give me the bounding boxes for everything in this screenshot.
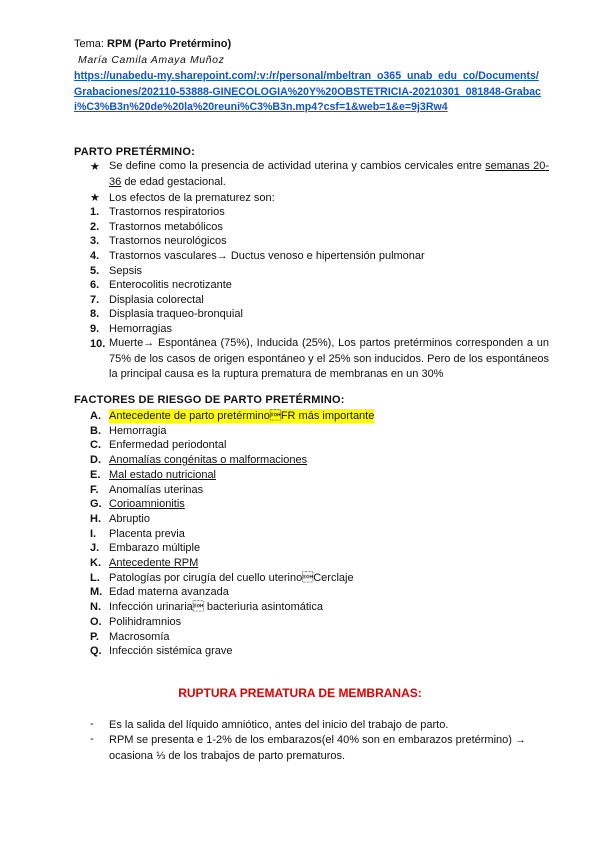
effect-text: Sepsis [109,265,143,277]
risk-factor-letter: E. [90,468,101,481]
effect-text: Displasia colorectal [109,294,204,306]
risk-factor-text: Antecedente RPM [109,557,199,569]
section-heading-rpm: RUPTURA PREMATURA DE MEMBRANAS: [178,686,422,700]
definition-pre: Se define como la presencia de actividad uterina y cambios cervicales entre [109,160,482,172]
effect-text: Enterocolitis necrotizante [109,279,232,291]
risk-factor-letter: Q. [90,645,102,658]
risk-factor-text: Patologías por cirugía del cuello uterinoCerclaje [109,571,354,584]
risk-factor-text: Enfermedad periodontal [109,439,227,452]
dash-bullet-icon: - [90,718,94,730]
risk-factor-text: Infección urinaria bacteriuria asintomática [109,601,323,614]
risk-factor-letter: P. [90,630,99,643]
risk-factor-text: Embarazo múltiple [109,542,201,555]
dash-bullet-icon: - [90,733,94,745]
risk-factor-letter: D. [90,454,101,467]
effect-number: 4. [90,250,100,262]
rpm-bullet-text: RPM se presenta e 1-2% de los embarazos(el 40% son en embarazos pretérmino) → ocasiona ⅓ de los trabajos de parto prematuros. [109,734,526,762]
risk-factor-letter: O. [90,615,102,628]
risk-factor-letter: K. [90,557,101,569]
risk-factor-text: Hemorragia [109,424,167,437]
risk-factor-text: Mal estado nutricional [109,468,217,481]
topic-line [74,38,231,50]
star-bullet-icon: ★ [90,161,100,173]
section-heading-factores-riesgo: FACTORES DE RIESGO DE PARTO PRETÉRMINO: [74,394,345,406]
risk-factor-letter: B. [90,424,101,437]
effect-number: 10. [90,338,106,350]
effect-number: 1. [90,206,100,218]
effects-intro-text: Los efectos de la prematurez son: [109,192,275,204]
effect-number: 2. [90,221,100,233]
effect-text: Trastornos metabólicos [109,221,223,233]
effect-number: 3. [90,235,100,247]
effect-number: 5. [90,265,100,277]
effect-text: Trastornos respiratorios [109,206,225,218]
definition-weeks: semanas 20-36 [109,160,550,188]
effect-number: 9. [90,323,100,335]
risk-factor-text: Macrosomía [109,630,170,643]
definition-post: de edad gestacional. [124,175,226,188]
effect-number: 8. [90,308,100,320]
risk-factor-letter: L. [90,571,100,584]
risk-factor-text: Abruptio [109,512,150,525]
risk-factor-text: Edad materna avanzada [109,586,229,599]
section-heading-parto-pretermino: PARTO PRETÉRMINO: [74,146,195,158]
risk-factor-letter: M. [90,586,103,599]
star-bullet-icon: ★ [90,192,100,204]
risk-factor-letter: C. [90,439,101,452]
risk-factor-letter: F. [90,483,99,496]
effect-text-10: Muerte→ Espontánea (75%), Inducida (25%), Los partos pretérminos corresponden a un 75% de los casos de origen espontáneo y el 25% son inducidos. Pero de los espontáneos la principal causa es la ruptura prematura de membranas en un 30% [109,337,549,380]
risk-factor-text: Corioamnionitis [109,498,185,511]
effect-text: Hemorragias [109,323,172,335]
topic-label: Tema: [74,38,104,50]
risk-factor-text: Infección sistémica grave [109,645,233,658]
risk-factor-text: Anomalías congénitas o malformaciones [109,454,308,467]
risk-factor-letter: G. [90,498,102,511]
effect-number: 7. [90,294,100,306]
risk-factor-text: Anomalías uterinas [109,483,204,496]
recording-link[interactable]: https://unabedu-my.sharepoint.com/:v:/r/personal/mbeltran_o365_unab_edu_co/Documents/Grabaciones/202110-53888-GINECOLOGIA%20Y%20OBSTETRICIA-20210301_081848-Grabaci%C3%B3n%20de%20la%20reuni%C3%B3n.mp4?csf=1&web=1&e=9j3Rw4 [74,70,541,113]
risk-factor-text: Placenta previa [109,527,185,540]
risk-factor-text: Polihidramnios [109,615,182,628]
effect-number: 6. [90,279,100,291]
risk-factor-letter: N. [90,601,101,614]
risk-factor-letter: H. [90,512,101,525]
risk-factor-letter: I. [90,527,97,540]
effect-text: Displasia traqueo-bronquial [109,308,243,320]
risk-factor-letter: J. [90,542,100,555]
effect-text: Trastornos vasculares→ Ductus venoso e hipertensión pulmonar [109,250,425,262]
topic-value: RPM (Parto Pretérmino) [107,38,232,50]
definition-text [109,159,549,190]
risk-factor-letter: A. [90,410,101,422]
author-name: María Camila Amaya Muñoz [78,54,225,66]
risk-factor-text: Antecedente de parto pretérminoFR más importante [109,410,375,422]
rpm-bullet-text: Es la salida del líquido amniótico, antes del inicio del trabajo de parto. [109,719,449,731]
effect-text: Trastornos neurológicos [109,235,227,247]
